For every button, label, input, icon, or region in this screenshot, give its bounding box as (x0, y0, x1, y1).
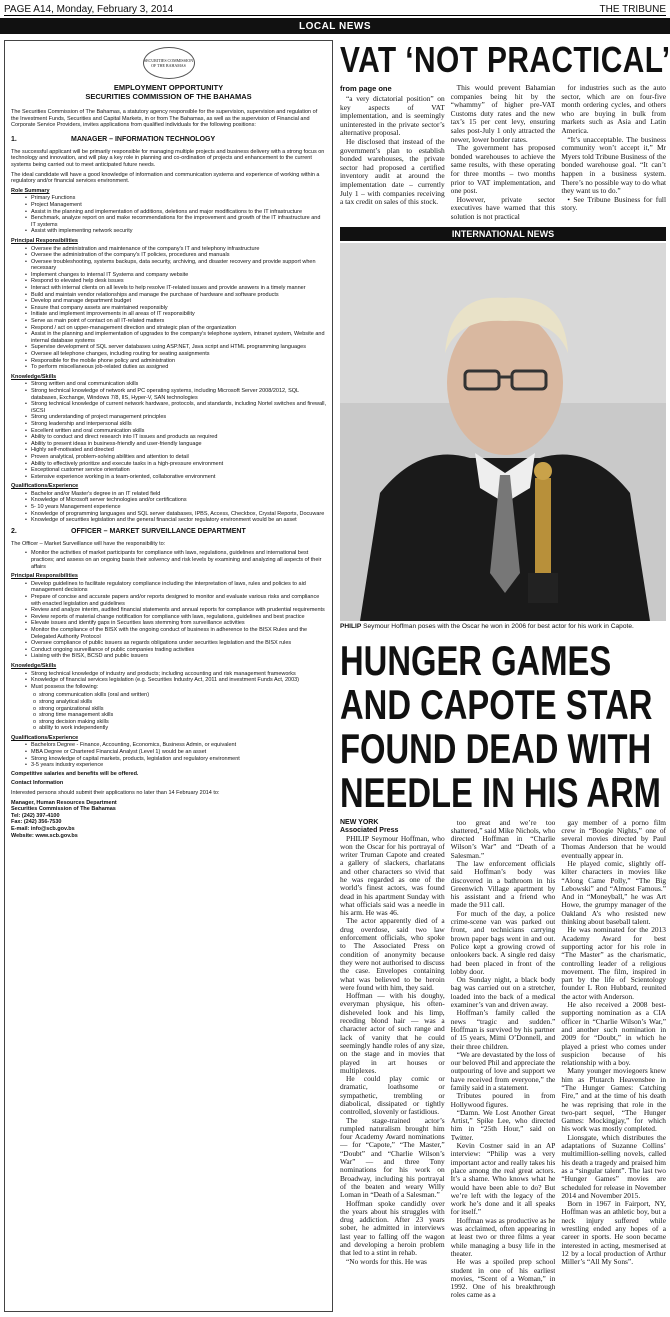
paragraph: Hoffman — with his doughy, everyman physique, his often-disheveled look and his limp, receding blond hair — was a character actor of such range and lack of vanity that he could seemingly handle roles of any size, on the stage and in movies that played in art houses or multiplexes. (340, 991, 445, 1075)
list-item: • Strong knowledge of capital markets, products, legislation and regulatory environment (25, 756, 326, 763)
paragraph: The government has proposed bonded warehouses to achieve the same results, with these operating for three months – two months prior to VAT implementation, and one post. (450, 143, 556, 196)
list-item: • Knowledge of programming languages and SQL server databases, IPBS, Access, Checkbox, Crystal Reports, Docuware (25, 511, 326, 518)
paragraph: This would prevent Bahamian companies being hit by the “whammy” of higher pre-VAT Customs duty rates and the new tax’s 15 per cent levy, ensuring sales post-July 1 only attracted the newer, lower border rates. (450, 84, 556, 144)
byline: Associated Press (340, 826, 399, 834)
list-item: o strong communication skills (oral and written) (33, 692, 326, 699)
list-item: • Review reports of material change notification for compliance with laws, regulations, guidelines and best practice (25, 614, 326, 621)
paragraphs (340, 95, 445, 207)
list-label: Principal Responsibilities (11, 573, 78, 580)
vat-story (340, 84, 666, 222)
list-item: o strong time management skills (33, 712, 326, 719)
caption-name: PHILIP (340, 622, 362, 630)
list-item: • 5- 10 years Management experience (25, 504, 326, 511)
contact-line: Securities Commission of The Bahamas (11, 806, 116, 813)
list-label: Role Summary (11, 187, 50, 194)
list-item: • Extensive experience working in a team-oriented, collaborative environment (25, 474, 326, 481)
vat-headline: VAT ‘NOT PRACTICAL’ (340, 39, 670, 80)
paragraph: for industries such as the auto sector, which are on four-five month ordering cycles, and others who are buying in bulk from markets such as Asia and Latin America. (561, 84, 667, 135)
position-description: The Officer – Market Surveillance will have the responsibility to: (11, 540, 166, 547)
list-label: Knowledge/Skills (11, 373, 57, 380)
paragraph: Hoffman was as productive as he was acclaimed, often appearing in at least two or three films a year while managing a busy life in the theater. (450, 1215, 556, 1258)
contact-instructions: Interested persons should submit their applications no later than 14 February 2014 to: (11, 790, 220, 797)
employment-ad (4, 40, 333, 1312)
paragraph: • See Tribune Business for full story. (561, 194, 667, 213)
section-band: LOCAL NEWS (0, 18, 670, 34)
paragraph: He could play comic or dramatic, loathsome or sympathetic, trembling or diabolical, dissipated or tightly controlled, slovenly or fastidious. (340, 1074, 445, 1117)
paragraph: Born in 1967 in Fairport, NY, Hoffman was an athletic boy, but a neck injury suffered while wrestling ended any hopes of a career in sports. He soon became interested in acting, mesmerised at 12 by a local production of Arthur Miller’s “All My Sons”. (561, 1199, 667, 1267)
list-item: o strong organizational skills (33, 706, 326, 713)
list-item: • Assist in the planning and implementation of additions, deletions and major modifications to the IT infrastructure (25, 209, 326, 216)
ad-title: EMPLOYMENT OPPORTUNITY (113, 83, 224, 92)
list-item: • Interact with internal clients on all levels to help resolve IT-related issues and provide answers in a timely manner (25, 285, 326, 292)
list-item: • Primary Functions (25, 195, 326, 202)
list-item: o ability to work independently (33, 725, 326, 732)
headline-line: AND CAPOTE STAR (340, 680, 653, 728)
list-item: • Review and analyze interim, audited financial statements and annual reports for compliance with prudential requirements (25, 607, 326, 614)
paragraph: “Damn. We Lost Another Great Artist,” Spike Lee, who directed him in “25th Hour,” said on Twitter. (450, 1107, 556, 1142)
position-2-heading (11, 527, 326, 536)
position-description: The successful applicant will be primarily responsible for managing multiple projects and business delivery with a strong focus on technology and innovation, and will play a key role in planning and co-ordination of projects and enhancement to the current systems being carried out to meet anticipated future needs. (11, 148, 325, 168)
list-item: • Strong technical knowledge of network and PC operating systems, including Microsoft Server 2008/2012, SQL databases, Exchange, Windows 7/8, IIS, Hyper-V, SAN technologies (25, 388, 326, 401)
list-item: • Respond / act on upper-management direction and strategic plan of the organization (25, 325, 326, 332)
list-item: • Responsible for the mobile phone policy and administration (25, 358, 326, 365)
list-item: • Prepare of concise and accurate papers and/or reports designed to monitor and evaluate various risks and compliance with enacted legislation and guidelines (25, 594, 326, 607)
list-item: • Exceptional customer service orientation (25, 467, 326, 474)
paragraph: He was nominated for the 2013 Academy Award for best supporting actor for his role in “The Master” as the charismatic, controlling leader of a religious movement. The film, inspired in part by the life of Scientology founder L Ron Hubbard, reunited the actor with Anderson. (561, 925, 667, 1001)
skills-list (25, 381, 326, 480)
list-item: • Monitor the activities of market participants for compliance with laws, regulations, guidelines and international best practices; and assess on an ongoing basis their solvency and risk levels by examining and analyzing all aspects of their affairs (25, 550, 326, 570)
hoffman-photo (340, 243, 666, 621)
paragraphs (561, 819, 666, 1267)
list-item: • Bachelors Degree - Finance, Accounting, Economics, Business Admin, or equivalent (25, 742, 326, 749)
hunger-headline (340, 636, 666, 816)
headline-line: NEEDLE IN HIS ARM (340, 768, 661, 816)
paragraph: “We are devastated by the loss of our beloved Phil and appreciate the outpouring of love and support we have received from everyone,” the family said in a statement. (450, 1049, 556, 1092)
qualification-list (25, 742, 326, 768)
list-item: • Supervise development of SQL server databases using ASP.NET, Java script and HTML programming languages (25, 344, 326, 351)
responsibility-list (25, 581, 326, 660)
paragraph: “No words for this. He was (346, 1256, 427, 1266)
list-item: • Bachelor and/or Master's degree in an IT related field (25, 491, 326, 498)
sub-skills-list (33, 692, 326, 732)
list-item: o strong analytical skills (33, 699, 326, 706)
list-item: • Assist with implementing network security (25, 228, 326, 235)
position-number: 2. (11, 527, 17, 535)
contact-line: Tel: (242) 397-4100 (11, 812, 60, 819)
ad-intro: The Securities Commission of The Bahamas, a statutory agency responsible for the supervision, supervision and regulation of the Investment Funds, Securities and Capital Markets, in or from The Bahamas, as well as the supervision of Financial and Corporate Service Providers, invites applications from qualified individuals for the following positions: (11, 109, 318, 129)
qualification-list (25, 491, 326, 524)
list-item: • Liaising with the BISX, BCSD and public issuers (25, 653, 326, 660)
paragraph: He disclosed that instead of the government’s plan to establish bonded warehouses, the private sector had proposed a certified inventory audit at around the implementation date – currently July 1 – with companies receiving a tax credit on sales of this stock. (340, 136, 445, 207)
list-item: • Monitor the compliance of the BISX with the ongoing conduct of business in adherence to the BISX Rules and the Delegated Authority Protocol (25, 627, 326, 640)
ad-subtitle: SECURITIES COMMISSION OF THE BAHAMAS (85, 92, 252, 101)
list-item: • Strong understanding of project management principles (25, 414, 326, 421)
list-item: • Serve as main point of contact on all IT-related matters (25, 318, 326, 325)
list-item: • Oversee the administration and maintenance of the company's IT and telephony infrastructure (25, 246, 326, 253)
list-item: • Strong leadership and interpersonal skills (25, 421, 326, 428)
contact-block (11, 800, 326, 840)
paragraph: Kevin Costner said in an AP interview: “Philip was a very important actor and really takes his place among the real great actors. It’s a shame. Who knows what he would have been able to do? But we’re left with the legacy of the work he’s done and it all speaks for itself.” (450, 1141, 556, 1217)
paragraph: Hoffman’s family called the news “tragic and sudden.” Hoffman is survived by his partner of 15 years, Mimi O’Donnell, and their three children. (450, 1008, 556, 1051)
paragraph: Hoffman spoke candidly over the years about his struggles with drug addiction. After 23 years sober, he admitted in interviews last year to falling off the wagon and developing a heroin problem that led to a stint in rehab. (340, 1198, 445, 1258)
folio: PAGE A14, Monday, February 3, 2014 (4, 4, 174, 15)
list-item: • Knowledge of Microsoft server technologies and/or certifications (25, 497, 326, 504)
responsibility-list (25, 246, 326, 371)
list-label: Knowledge/Skills (11, 662, 57, 669)
list-item: • To perform miscellaneous job-related duties as assigned (25, 364, 326, 371)
skills-list (25, 671, 326, 691)
list-item: • Knowledge of securities legislation and the general financial sector regulatory environment would be an asset (25, 517, 326, 524)
list-item: • Develop guidelines to facilitate regulatory compliance including the interpretation of laws, rules and policies to aid management decisions (25, 581, 326, 594)
list-item: o strong decision making skills (33, 719, 326, 726)
duty-list (25, 550, 326, 570)
paragraph: too great and we’re too shattered,” said Mike Nichols, who directed Hoffman in “Charlie Wilson’s War” and “Death of a Salesman.” (450, 818, 556, 860)
list-item: • 3-5 years industry experience (25, 762, 326, 769)
list-item: • Strong technical knowledge of industry and products; including accounting and risk management frameworks (25, 671, 326, 678)
paragraph: The stage-trained actor’s rumpled naturalism brought him four Academy Award nominations — for “Capote,” “The Master,” “Doubt” and “Charlie Wilson’s War” — and three Tony nominations for his work on Broadway, including his portrayal of the beaten and weary Willy Loman in “Death of a Salesman.” (340, 1115, 445, 1200)
intl-band: INTERNATIONAL NEWS (340, 227, 666, 241)
list-item: • Respond to elevated help desk issues (25, 278, 326, 285)
paragraph: Many younger moviegoers knew him as Plutarch Heavensbee in “The Hunger Games: Catching Fire,” and at the time of his death he was reprising that role in the two-part sequel, “The Hunger Games: Mockingjay,” for which his work was mostly completed. (561, 1066, 667, 1134)
list-item: • Implement changes to internal IT Systems and company website (25, 272, 326, 279)
list-item: • Strong written and oral communication skills (25, 381, 326, 388)
position-description: The ideal candidate will have a good knowledge of information and communication systems and experience of working within a regulatory and/or financial services environment. (11, 171, 320, 185)
seal-text: SECURITIES COMMISSION OF THE BAHAMAS (143, 58, 194, 68)
list-item: • Ability to effectively prioritize and execute tasks in a high-pressure environment (25, 461, 326, 468)
paragraph: For much of the day, a police crime-scene van was parked out front, and technicians carrying brown paper bags went in and out. Police kept a growing crowd of onlookers back. A single red daisy had been placed in front of the lobby door. (450, 908, 556, 976)
masthead-name: THE TRIBUNE (599, 4, 666, 15)
list-item: • Knowledge of financial services legislation (e.g. Securities Industry Act, 2011 and investment Funds Act, 2003) (25, 677, 326, 684)
contact-label: Contact Information (11, 780, 64, 787)
list-label: Principal Responsibilities (11, 237, 78, 244)
paragraph: The law enforcement officials said Hoffman’s body was discovered in a bathroom in his Greenwich Village apartment by his assistant and a friend who made the 911 call. (450, 858, 556, 910)
dateline: NEW YORK (340, 818, 379, 826)
paragraph: He played comic, slightly off-kilter characters in movies like “Along Came Polly,” “The Big Lebowski” and “Almost Famous.” And in “Moneyball,” he was Art Howe, the grumpy manager of the Oakland A’s who resisted new thinking about baseball talent. (561, 858, 667, 927)
news-column (340, 39, 670, 1317)
photo-illustration (340, 243, 666, 621)
paragraph: “It’s unacceptable. The business community won’t accept it,” Mr Myers told Tribune Business of the bonded warehouse goal. “It can’t happen in a business system. There’s no possible way to do what they want us to do.” (561, 134, 667, 196)
list-item: • Ability to present ideas in business-friendly and user-friendly language (25, 441, 326, 448)
paragraph: He also received a 2008 best-supporting nomination as a CIA officer in “Charlie Wilson’s War,” and another such nomination in 2009 for “Doubt,” in which he played a priest who comes under suspicion because of his relationship with a boy. (561, 1000, 667, 1068)
paragraph: gay member of a porno film crew in “Boogie Nights,” one of several movies directed by Paul Thomas Anderson that he would eventually appear in. (561, 818, 667, 860)
list-item: • Ability to conduct and direct research into IT issues and products as required (25, 434, 326, 441)
vat-col-2 (451, 84, 556, 222)
story-col-1 (340, 819, 445, 1317)
list-item: • Benchmark, analyze report on and make recommendations for the improvement and growth of the IT infrastructure and IT systems (25, 215, 326, 228)
list-item: • Oversee compliance of public issuers as regards obligations under securities legislation and the BISX rules (25, 640, 326, 647)
paragraph: PHILIP Seymour Hoffman, who won the Oscar for his portrayal of writer Truman Capote and created a gallery of slackers, charlatans and other characters so vivid that he was regarded as one of the world’s finest actors, was found dead in his apartment Sunday with what officials said was a needle in his arm. He was 46. (340, 833, 445, 918)
headline-line: FOUND DEAD WITH (340, 724, 652, 772)
list-item: • MBA Degree or Chartered Financial Analyst (Level 1) would be an asset (25, 749, 326, 756)
story-col-2 (451, 819, 556, 1317)
position-title: OFFICER – MARKET SURVEILLANCE DEPARTMENT (71, 527, 246, 535)
paragraph: Lionsgate, which distributes the adaptations of Suzanne Collins’ multimillion-selling novels, called his death a tragedy and praised him as a “singular talent”. The last two “Hunger Games” movies are scheduled for release in November 2014 and November 2015. (561, 1132, 667, 1200)
list-item: • Oversee all telephone changes, including routing for seating assignments (25, 351, 326, 358)
list-item: • Conduct ongoing surveillance of public companies trading activities (25, 647, 326, 654)
list-item: • Highly self-motivated and directed (25, 447, 326, 454)
list-item: • Oversee troubleshooting, systems backups, data security, archiving, and disaster recovery and provide support when necessary (25, 259, 326, 272)
role-list (25, 195, 326, 235)
list-item: • Excellent written and oral communication skills (25, 428, 326, 435)
paragraph: “a very dictatorial position” on key aspects of VAT implementation, and is seemingly uninterested in the private sector’s alternative proposal. (340, 94, 445, 138)
list-label: Qualifications/Experience (11, 734, 79, 741)
paragraphs (451, 84, 556, 222)
list-label: Qualifications/Experience (11, 483, 79, 490)
list-item: • Proven analytical, problem-solving abilities and attention to detail (25, 454, 326, 461)
page-header (4, 4, 666, 16)
story-col-3 (561, 819, 666, 1317)
salary-note: Competitive salaries and benefits will be offered. (11, 770, 139, 777)
list-item: • Strong technical knowledge of current network hardware, protocols, and standards, including Nortel switches and firewall, iSCSI (25, 401, 326, 414)
paragraphs (340, 835, 445, 1266)
paragraph: Tributes poured in from Hollywood figures. (450, 1091, 556, 1109)
caption-text: Seymour Hoffman poses with the Oscar he won in 2006 for best actor for his work in Capote. (363, 622, 634, 630)
paragraph: On Sunday night, a black body bag was carried out on a stretcher, loaded into the back of a medical examiner’s van and driven away. (450, 975, 556, 1010)
paragraph: He was a spoiled prep school student in one of his earliest movies, “Scent of a Woman,” in 1992. One of his breakthrough roles came as a (450, 1257, 556, 1300)
contact-line: Manager, Human Resources Department (11, 799, 117, 806)
position-number: 1. (11, 135, 17, 143)
hoffman-story (340, 819, 666, 1317)
position-1-heading (11, 135, 326, 144)
paragraphs (451, 819, 556, 1300)
position-title: MANAGER – INFORMATION TECHNOLOGY (71, 135, 216, 143)
list-item: • Project Management (25, 202, 326, 209)
list-item: • Assist in the planning and implementation of upgrades to the company's telephone system, intranet system, Website and internal database systems (25, 331, 326, 344)
vat-col-3 (561, 84, 666, 222)
headline-line: HUNGER GAMES (340, 636, 612, 684)
list-item: • Elevate issues and identify gaps in Securities laws stemming from surveillance activities (25, 620, 326, 627)
paragraphs (561, 84, 666, 213)
list-item: • Must possess the following: (25, 684, 326, 691)
contact-line: Fax: (242) 356-7530 (11, 819, 62, 826)
contact-line: E-mail: info@scb.gov.bs (11, 826, 75, 832)
commission-seal (143, 47, 195, 79)
contact-line: Website: www.scb.gov.bs (11, 832, 78, 839)
paragraph: However, private sector executives have warned that this solution is not practical (450, 194, 556, 221)
list-item: • Initiate and implement improvements in all areas of IT responsibility (25, 311, 326, 318)
list-item: • Ensure that company assets are maintained responsibly (25, 305, 326, 312)
list-item: • Build and maintain vendor relationships and manage the purchase of hardware and software products (25, 292, 326, 299)
list-item: • Develop and manage department budget (25, 298, 326, 305)
photo-caption (340, 623, 666, 631)
list-item: • Oversee the administration of the company's IT policies, procedures and manuals (25, 252, 326, 259)
paragraph: The actor apparently died of a drug overdose, said two law enforcement officials, who spoke to The Associated Press on condition of anonymity because they were not authorised to discuss the case. Envelopes containing what was believed to be heroin were found with him, they said. (340, 916, 445, 992)
vat-col-1 (340, 84, 445, 222)
jump-label: from page one (340, 84, 392, 93)
